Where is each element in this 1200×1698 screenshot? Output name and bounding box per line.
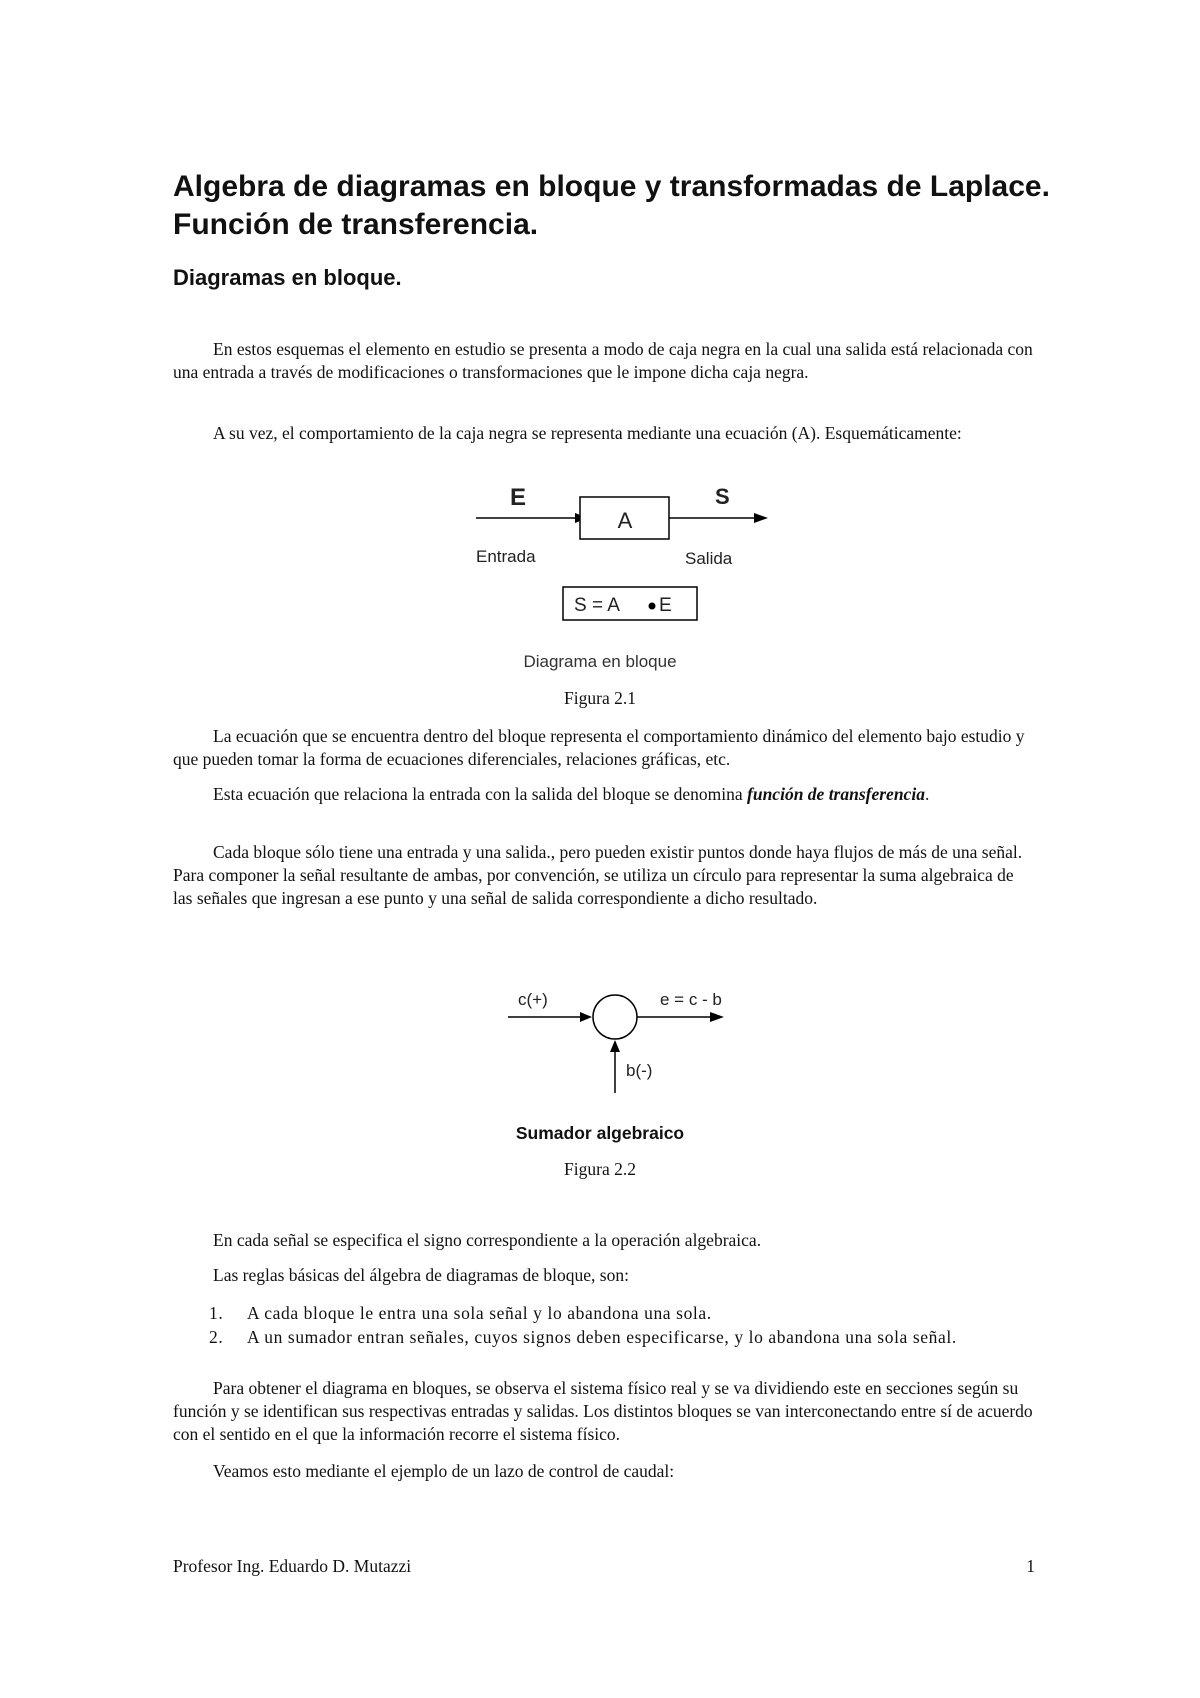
summer-input-label: c(+) — [518, 990, 548, 1009]
paragraph-rules-intro: Las reglas básicas del álgebra de diagramas de bloque, son: — [213, 1265, 629, 1285]
paragraph-procedure: Para obtener el diagrama en bloques, se observa el sistema físico real y se va dividiendo este en secciones según su función y se identifican sus respectivas entradas y salidas. Los distintos bloques se van interconectando entre sí de acuerdo con el sentido en el que la información recorre el sistema físico. — [173, 1378, 1033, 1444]
rule-item — [173, 1325, 1035, 1349]
rule-item — [173, 1301, 1035, 1325]
transfer-function-term: función de transferencia — [747, 784, 925, 804]
paragraph-example: Veamos esto mediante el ejemplo de un lazo de control de caudal: — [213, 1461, 675, 1481]
footer-author: Profesor Ing. Eduardo D. Mutazzi — [173, 1556, 412, 1576]
summer-output-label: e = c - b — [660, 990, 722, 1009]
section-heading: Diagramas en bloque. — [173, 265, 402, 290]
equation-tail: E — [659, 595, 672, 616]
rules-list — [173, 1301, 1035, 1349]
rule-text: A un sumador entran señales, cuyos signos deben especificarse, y lo abandona una sola señal. — [247, 1327, 957, 1347]
page-number: 1 — [1026, 1556, 1035, 1576]
output-symbol: S — [715, 484, 730, 509]
output-label: Salida — [685, 549, 733, 568]
rule-number: 2. — [209, 1327, 224, 1347]
summer-feedback-label: b(-) — [626, 1061, 653, 1080]
equation-text: S = A — [574, 595, 620, 616]
block-diagram-figure — [460, 475, 780, 625]
transfer-function-lead: Esta ecuación que relaciona la entrada con la salida del bloque se denomina — [213, 784, 743, 804]
summer-output-arrow — [710, 1012, 724, 1022]
figure1-caption: Diagrama en bloque — [523, 652, 677, 671]
output-arrow-head — [754, 513, 768, 523]
paragraph-transfer-function — [173, 783, 1035, 806]
figure1-number: Figura 2.1 — [564, 688, 636, 708]
transfer-function-end: . — [924, 784, 930, 804]
summer-circle — [593, 995, 637, 1039]
rule-text: A cada bloque le entra una sola señal y lo abandona una sola. — [247, 1303, 712, 1323]
document-title: Algebra de diagramas en bloque y transformadas de Laplace. Función de transferencia. — [173, 170, 1050, 241]
figure2-number: Figura 2.2 — [564, 1159, 636, 1179]
paragraph-intro: En estos esquemas el elemento en estudio se presenta a modo de caja negra en la cual una salida está relacionada con una entrada a través de modificaciones o transformaciones que le impone dicha caja negra. — [173, 339, 1033, 382]
input-symbol: E — [510, 484, 527, 511]
figure2-caption: Sumador algebraico — [515, 1123, 685, 1143]
rule-number: 1. — [209, 1303, 224, 1323]
paragraph-sign: En cada señal se especifica el signo correspondiente a la operación algebraica. — [213, 1230, 762, 1250]
paragraph-schematic: A su vez, el comportamiento de la caja negra se representa mediante una ecuación (A). Esquemáticamente: — [213, 423, 962, 443]
summer-figure — [500, 980, 750, 1100]
summer-feedback-arrow — [610, 1040, 620, 1052]
summer-input-arrow — [580, 1012, 592, 1022]
paragraph-summing-point: Cada bloque sólo tiene una entrada y una salida., pero pueden existir puntos donde haya flujos de más de una señal. Para componer la señal resultante de ambas, por convención, se utiliza un círculo para representar la suma algebraica de las señales que ingresan a ese punto y una señal de salida correspondiente a dicho resultado. — [173, 842, 1023, 908]
block-a-label: A — [617, 508, 633, 533]
paragraph-equation: La ecuación que se encuentra dentro del bloque representa el comportamiento dinámico del elemento bajo estudio y que pueden tomar la forma de ecuaciones diferenciales, relaciones gráficas, etc. — [173, 726, 1025, 769]
product-dot — [649, 603, 656, 610]
input-label: Entrada — [476, 547, 536, 566]
